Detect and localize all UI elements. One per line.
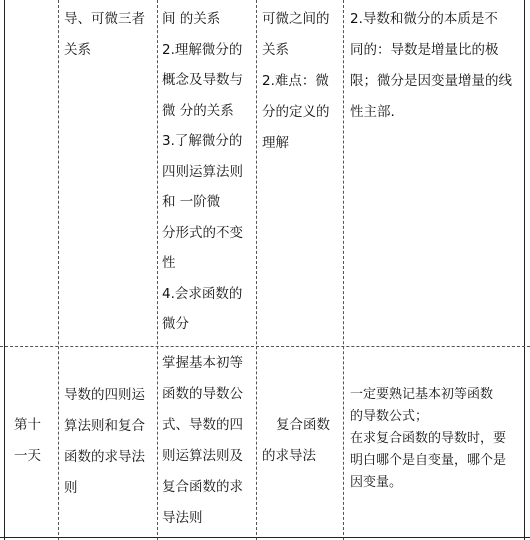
- cell-line: 明白哪个是自变量，哪个是: [350, 453, 507, 468]
- column-divider: [58, 0, 59, 540]
- cell-line: 同的：导数是增量比的极: [350, 42, 499, 58]
- column-divider: [256, 0, 257, 540]
- cell-line: 限；微分是因变量增量的线: [350, 73, 512, 89]
- cell-line: 第十: [14, 417, 41, 433]
- cell-line: 微 分的关系: [162, 102, 234, 119]
- cell-line: 关系: [64, 42, 91, 58]
- cell-line: 导法则: [162, 510, 203, 526]
- cell-line: 复合函数的求: [162, 479, 243, 495]
- table-row-1-topic: [64, 4, 145, 66]
- cell-line: 则: [64, 480, 78, 496]
- cell-line: 4.会求函数的: [162, 285, 243, 302]
- table-row-1-notes: [350, 4, 512, 128]
- cell-line: 概念及导数与: [162, 72, 243, 88]
- cell-line: 理解: [262, 135, 289, 151]
- cell-line: 四则运算法则: [162, 163, 243, 180]
- table-border-left: [4, 0, 5, 540]
- table-border-bottom: [0, 537, 530, 538]
- cell-line: 一定要熟记基本初等函数: [350, 387, 494, 402]
- table-row-1-goals: [162, 4, 243, 340]
- cell-line: 掌握基本初等: [162, 355, 243, 371]
- cell-line: 因变量。: [350, 475, 403, 490]
- table-border-right: [524, 0, 525, 540]
- column-divider: [343, 0, 344, 540]
- table-row-2-day: [14, 410, 41, 472]
- row-divider: [0, 346, 530, 347]
- cell-line: 2.难点：微: [262, 73, 329, 89]
- cell-line: 则运算法则及: [162, 448, 243, 464]
- cell-line: 导、可微三者: [64, 11, 145, 27]
- cell-line: 可微之间的: [262, 11, 330, 27]
- cell-line: 函数的导数公: [162, 386, 243, 402]
- cell-line: 函数的求导法: [64, 449, 145, 465]
- table-row-2-focus: [262, 410, 330, 472]
- cell-line: 一天: [14, 448, 41, 464]
- cell-line: 2.理解微分的: [162, 41, 243, 58]
- cell-line: 分的定义的: [262, 104, 330, 120]
- cell-line: 的导数公式；: [350, 409, 429, 424]
- cell-line: 复合函数: [276, 417, 330, 433]
- table-row-2-topic: [64, 380, 145, 504]
- cell-line: 在求复合函数的导数时，要: [350, 431, 507, 446]
- cell-line: 和 一阶微: [162, 194, 221, 210]
- cell-line: 分形式的不变: [162, 224, 243, 241]
- cell-line: 2.导数和微分的本质是不: [350, 11, 498, 27]
- cell-line: 关系: [262, 42, 289, 58]
- cell-line: 微分: [162, 316, 189, 332]
- cell-line: 算法则和复合: [64, 418, 145, 434]
- cell-line: 式、导数的四: [162, 417, 243, 433]
- table-row-1-focus: [262, 4, 330, 159]
- cell-line: 的求导法: [262, 448, 316, 464]
- column-divider: [157, 0, 158, 540]
- cell-line: 性主部.: [350, 104, 395, 120]
- cell-line: 导数的四则运: [64, 387, 145, 403]
- cell-line: 间 的关系: [162, 11, 221, 27]
- table-row-2-notes: [350, 384, 506, 494]
- table-row-2-goals: [162, 348, 243, 534]
- cell-line: 3.了解微分的: [162, 133, 243, 149]
- cell-line: 性: [162, 255, 176, 271]
